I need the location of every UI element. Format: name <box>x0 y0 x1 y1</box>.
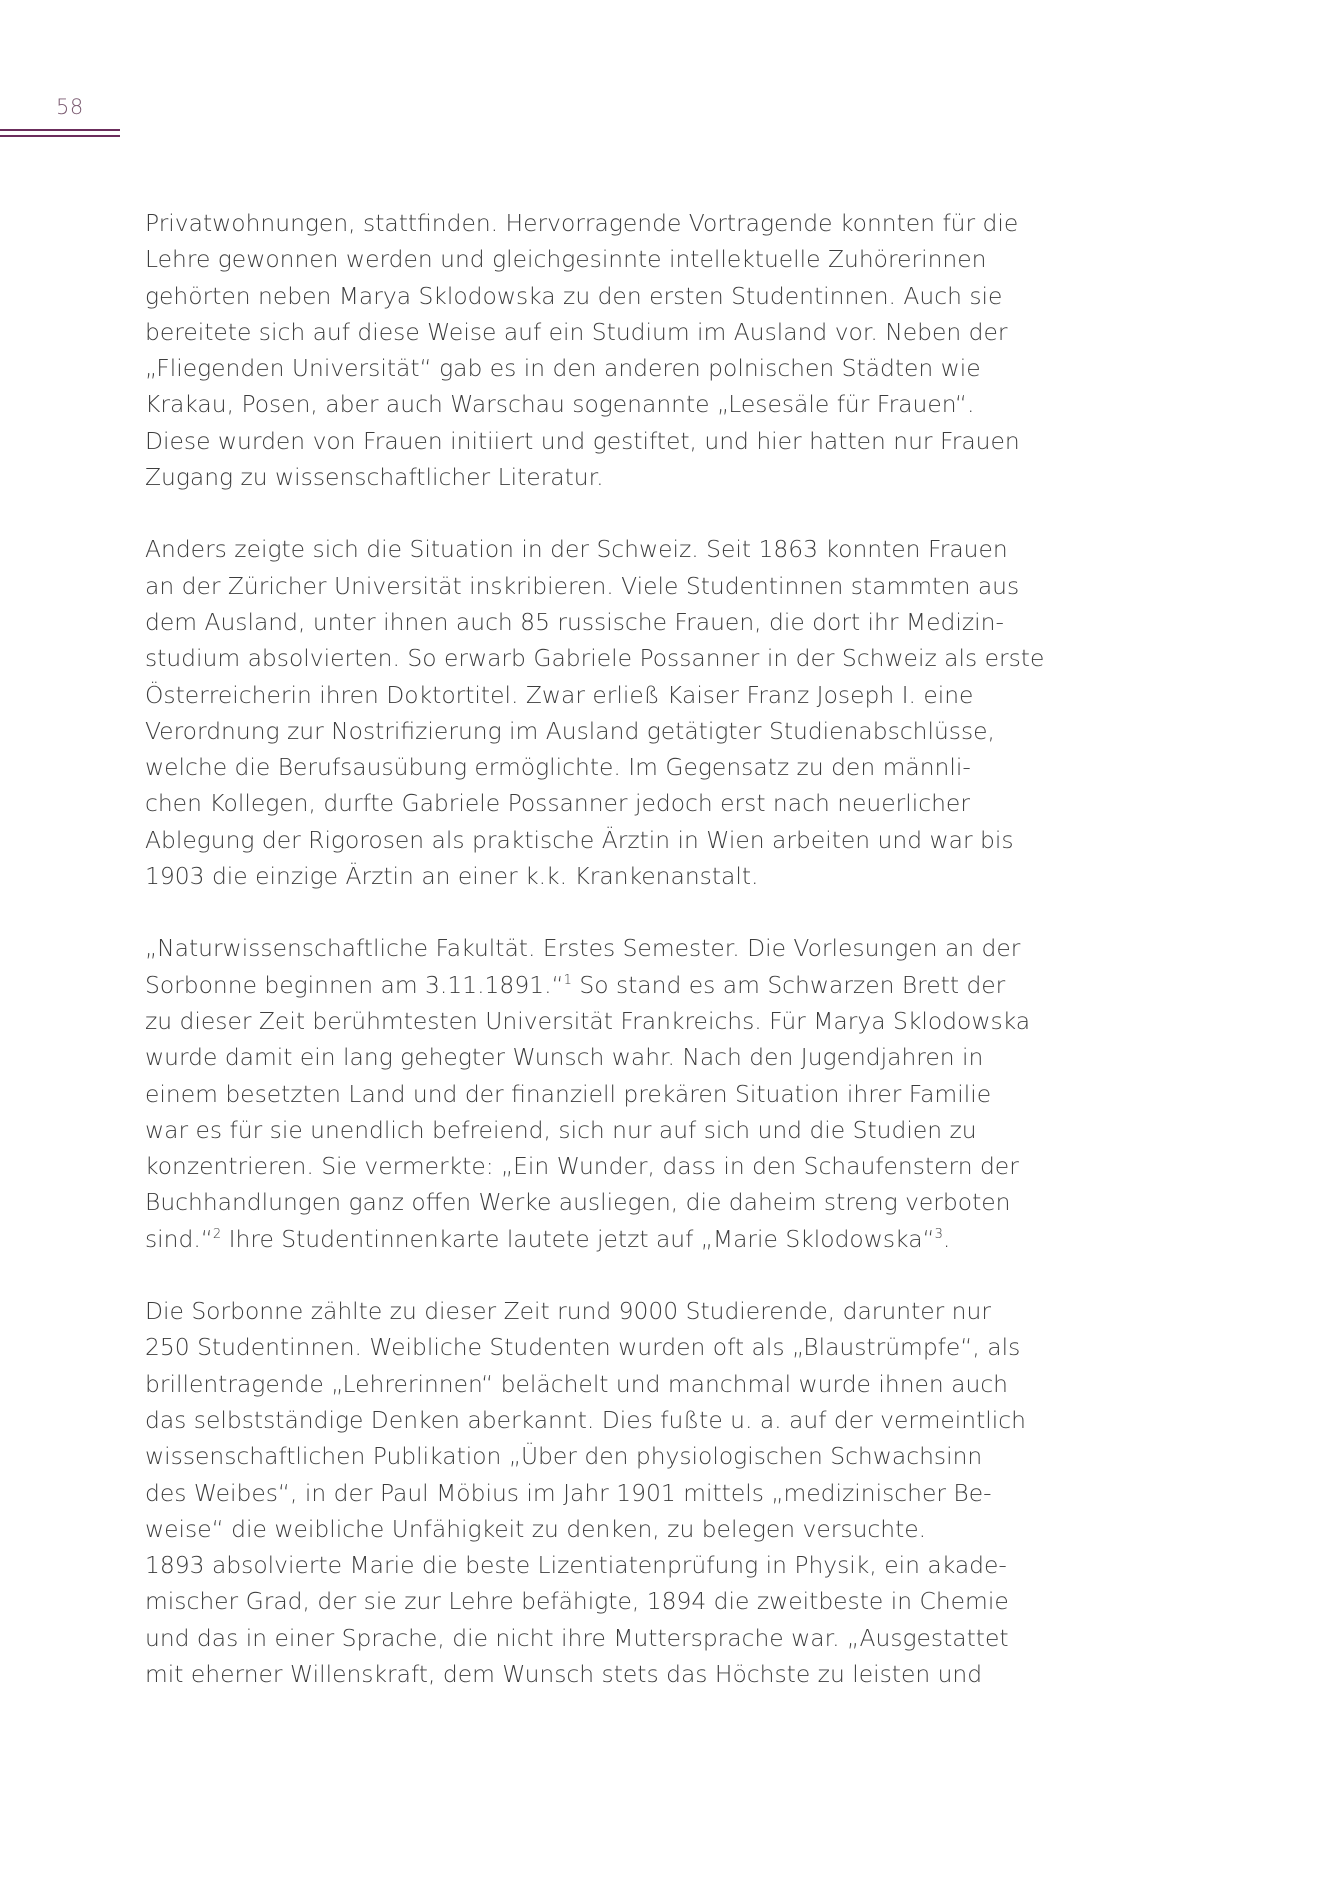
text-line: Diese wurden von Frauen initiiert und gestiftet, und hier hatten nur Frauen <box>145 426 1020 455</box>
text-line: Ablegung der Rigorosen als praktische Ärztin in Wien arbeiten und war bis <box>145 825 1014 854</box>
text-line: welche die Berufsausübung ermöglichte. Im Gegensatz zu den männli- <box>145 753 971 782</box>
text-segment: . <box>942 1224 951 1253</box>
text-line: konzentrieren. Sie vermerkte: „Ein Wunder, dass in den Schaufenstern der <box>145 1152 1019 1181</box>
text-line: „Naturwissenschaftliche Fakultät. Erstes Semester. Die Vorlesungen an der <box>145 934 1021 963</box>
text-line: brillentragende „Lehrerinnen“ belächelt und manchmal wurde ihnen auch <box>145 1369 1009 1398</box>
text-line: und das in einer Sprache, die nicht ihre Muttersprache war. „Ausgestattet <box>145 1623 1009 1652</box>
paragraph-4 <box>145 1293 1045 1692</box>
text-line: chen Kollegen, durfte Gabriele Possanner jedoch erst nach neuerlicher <box>145 789 970 818</box>
paragraph-2 <box>145 531 1045 894</box>
footnote-ref-2: 2 <box>212 1226 222 1242</box>
text-line: Privatwohnungen, stattfinden. Hervorragende Vortragende konnten für die <box>145 209 1019 237</box>
text-line: Die Sorbonne zählte zu dieser Zeit rund 9000 Studierende, darunter nur <box>145 1297 991 1326</box>
text-line: mischer Grad, der sie zur Lehre befähigte, 1894 die zweitbeste in Chemie <box>145 1587 1009 1616</box>
text-line: Buchhandlungen ganz offen Werke ausliegen, die daheim streng verboten <box>145 1188 1011 1217</box>
page-number: 58 <box>56 95 84 119</box>
text-line: bereitete sich auf diese Weise auf ein Studium im Ausland vor. Neben der <box>145 317 1008 346</box>
text-line: das selbstständige Denken aberkannt. Dies fußte u. a. auf der vermeintlich <box>145 1405 1026 1434</box>
text-line: wurde damit ein lang gehegter Wunsch wahr. Nach den Jugendjahren in <box>145 1043 984 1072</box>
text-line: Anders zeigte sich die Situation in der Schweiz. Seit 1863 konnten Frauen <box>145 535 1008 564</box>
text-line: mit eherner Willenskraft, dem Wunsch stets das Höchste zu leisten und <box>145 1659 983 1688</box>
text-segment: Ihre Studentinnenkarte lautete jetzt auf „Marie Sklodowska“ <box>221 1224 935 1253</box>
text-line: 250 Studentinnen. Weibliche Studenten wurden oft als „Blaustrümpfe“, als <box>145 1333 1021 1362</box>
paragraph-1 <box>145 205 1045 495</box>
header-rule-top <box>0 129 120 131</box>
header-rule-bottom <box>0 135 120 137</box>
text-line: Krakau, Posen, aber auch Warschau sogenannte „Lesesäle für Frauen“. <box>145 390 975 419</box>
text-line: studium absolvierten. So erwarb Gabriele Possanner in der Schweiz als erste <box>145 644 1045 673</box>
text-line: Verordnung zur Nostrifizierung im Ausland getätigter Studienabschlüsse, <box>145 716 995 745</box>
text-line: „Fliegenden Universität“ gab es in den anderen polnischen Städten wie <box>145 354 981 383</box>
text-segment: So stand es am Schwarzen Brett der <box>571 970 1006 999</box>
text-line: einem besetzten Land und der finanziell prekären Situation ihrer Familie <box>145 1079 992 1108</box>
text-line: 1903 die einzige Ärztin an einer k.k. Krankenanstalt. <box>145 862 759 891</box>
text-line <box>145 1221 1045 1257</box>
text-line: gehörten neben Marya Sklodowska zu den ersten Studentinnen. Auch sie <box>145 281 1003 310</box>
text-line: dem Ausland, unter ihnen auch 85 russische Frauen, die dort ihr Medizin- <box>145 607 1004 636</box>
body-text <box>145 205 1045 1692</box>
text-line: war es für sie unendlich befreiend, sich nur auf sich und die Studien zu <box>145 1115 977 1144</box>
text-line: Lehre gewonnen werden und gleichgesinnte intellektuelle Zuhörerinnen <box>145 245 987 274</box>
text-line: des Weibes“, in der Paul Möbius im Jahr 1901 mittels „medizinischer Be- <box>145 1478 992 1507</box>
text-line: an der Züricher Universität inskribieren. Viele Studentinnen stammten aus <box>145 571 1020 600</box>
text-line: Zugang zu wissenschaftlicher Literatur. <box>145 463 604 492</box>
footnote-ref-3: 3 <box>934 1226 943 1242</box>
text-segment: Sorbonne beginnen am 3.11.1891.“ <box>145 970 564 999</box>
text-line: weise“ die weibliche Unfähigkeit zu denken, zu belegen versuchte. <box>145 1514 927 1543</box>
paragraph-3 <box>145 930 1045 1257</box>
text-line: 1893 absolvierte Marie die beste Lizentiatenprüfung in Physik, ein akade- <box>145 1551 1007 1580</box>
text-line: zu dieser Zeit berühmtesten Universität Frankreichs. Für Marya Sklodowska <box>145 1006 1031 1035</box>
text-line <box>145 967 1045 1003</box>
text-line: Österreicherin ihren Doktortitel. Zwar erließ Kaiser Franz Joseph I. eine <box>145 680 974 709</box>
text-segment: sind.“ <box>145 1224 213 1253</box>
text-line: wissenschaftlichen Publikation „Über den physiologischen Schwachsinn <box>145 1442 983 1471</box>
footnote-ref-1: 1 <box>563 972 572 988</box>
